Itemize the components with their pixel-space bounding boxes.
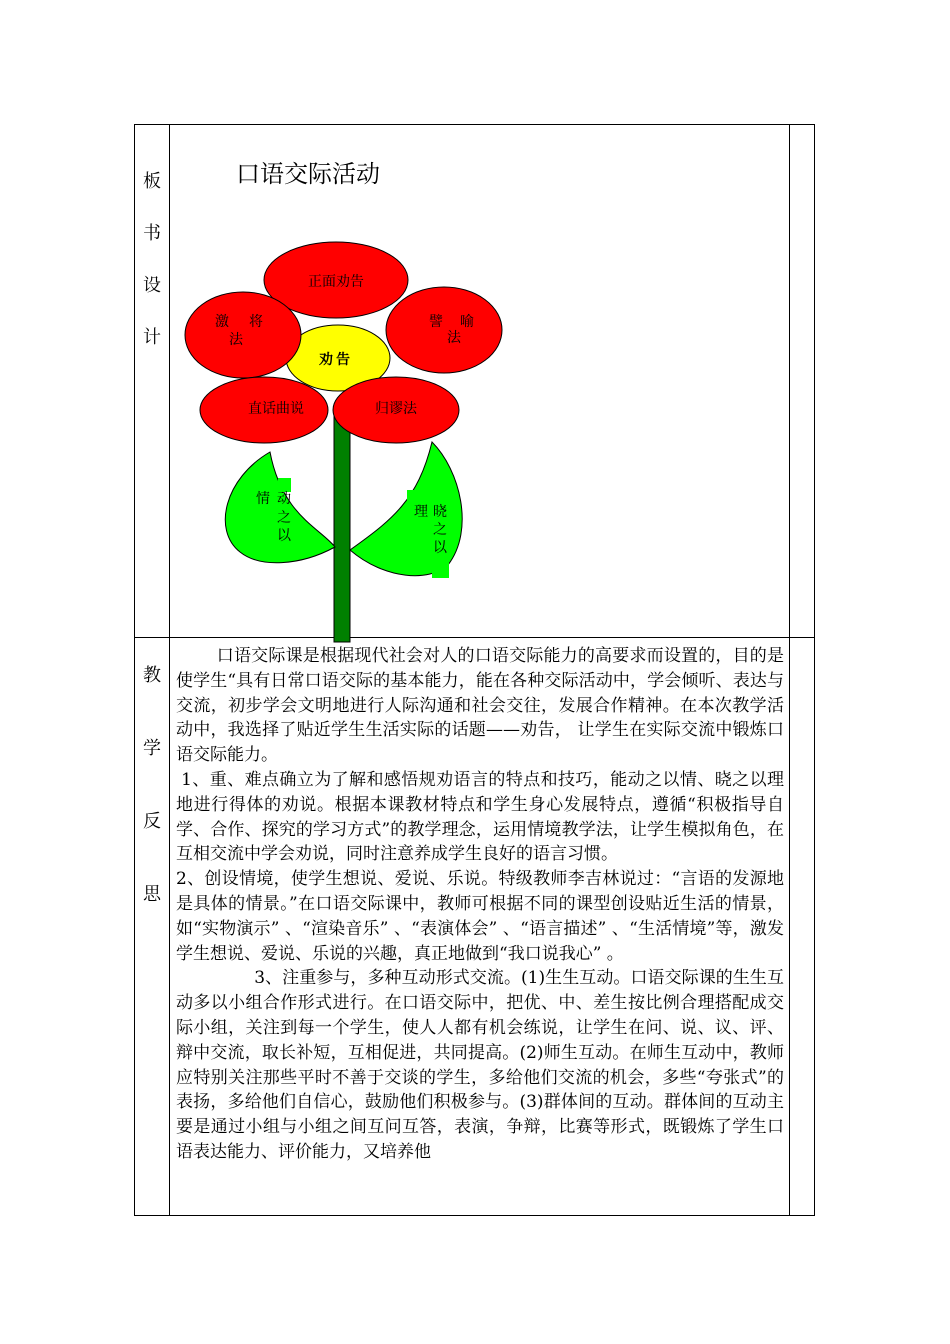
reflection-paragraph: 3、注重参与，多种互动形式交流。(1)生生互动。口语交际课的生生互动多以小组合作形式进行。在口语交际中，把优、中、差生按比例合理搭配成交际小组，关注到每一个学生，使人人都有机会练说，让学生在问、说、议、评、辩中交流，取长补短，互相促进，共同提高。(2)师生互动。在师生互动中，教师应特别关注那些平时不善于交谈的学生，多给他们交流的机会，多些“夸张式”的表扬，多给他们自信心，鼓励他们积极参与。(3)群体间的互动。群体间的互动主要是通过小组与小组之间互问互答，表演，争辩，比赛等形式，既锻炼了学生口语表达能力、评价能力，又培养他 — [176, 968, 784, 1162]
stem — [334, 412, 350, 642]
label-right-2: 喻 — [460, 314, 474, 330]
leaf-marker — [407, 490, 420, 504]
leaf-marker — [278, 478, 291, 492]
leaf-left-text: 动 — [277, 491, 291, 507]
label-top: 正面劝告 — [308, 274, 364, 290]
petal-right — [386, 287, 502, 373]
label-char: 板 — [143, 171, 161, 192]
label-char: 反 — [143, 811, 161, 832]
leaf-left-text: 之 — [277, 510, 291, 526]
leaf-marker — [432, 560, 449, 578]
label-bottom-right: 归谬法 — [375, 401, 417, 417]
reflection-paragraph: 口语交际课是根据现代社会对人的口语交际能力的高要求而设置的，目的是使学生“具有日常口语交际的基本能力，能在各种交际活动中，学会倾听、表达与交流，初步学会文明地进行人际沟通和社会交往，发展合作精神。在本次教学活动中，我选择了贴近学生生活实际的话题——劝告， 让学生在实际交流中锻炼口语交际能力。 — [176, 646, 784, 766]
label-bottom-left: 直话曲说 — [248, 401, 304, 417]
label-char: 教 — [143, 665, 161, 686]
label-right-3: 法 — [447, 330, 461, 346]
reflection-text — [176, 644, 784, 1165]
label-char: 思 — [143, 884, 161, 905]
label-char: 书 — [143, 223, 161, 244]
reflection-paragraph: 1、重、难点确立为了解和感悟规劝语言的特点和技巧，能动之以情、晓之以理地进行得体的劝说。根据本课教材特点和学生身心发展特点，遵循“积极指导自学、合作、探究的学习方式”的教学理念，运用情境教学法，让学生模拟角色，在互相交流中学会劝说，同时注意养成学生良好的语言习惯。 — [176, 769, 784, 865]
teaching-reflection-label — [135, 667, 169, 959]
leaf-left-text: 以 — [277, 528, 291, 544]
column-divider — [789, 125, 790, 1215]
flower-diagram — [170, 230, 510, 644]
label-center: 劝告 — [319, 352, 353, 368]
leaf-left-text: 情 — [256, 491, 270, 507]
leaf-right-text: 理 — [414, 504, 428, 520]
label-char: 计 — [143, 327, 161, 348]
leaf-right-text: 以 — [433, 540, 447, 556]
leaf-right-text: 晓 — [433, 504, 447, 520]
leaf-right-text: 之 — [433, 522, 447, 538]
label-left-1: 激 — [215, 314, 229, 330]
petal-left — [185, 292, 301, 378]
reflection-paragraph: 2、创设情境，使学生想说、爱说、乐说。特级教师李吉林说过：“言语的发源地是具体的情景。”在口语交际课中，教师可根据不同的课型创设贴近生活的情景，如“实物演示” 、“渲染音乐” 、“表演体会” 、“语言描述” 、“生活情境”等，激发学生想说、爱说、乐说的兴趣，真正地做到“我口说我心” 。 — [176, 869, 784, 964]
label-char: 设 — [143, 275, 161, 296]
label-left-3: 法 — [229, 332, 243, 348]
leaf-left — [225, 452, 335, 563]
label-char: 学 — [143, 738, 161, 759]
board-title: 口语交际活动 — [236, 160, 380, 188]
board-design-label — [135, 173, 169, 381]
label-right-1: 譬 — [429, 314, 443, 330]
label-left-2: 将 — [249, 314, 263, 330]
